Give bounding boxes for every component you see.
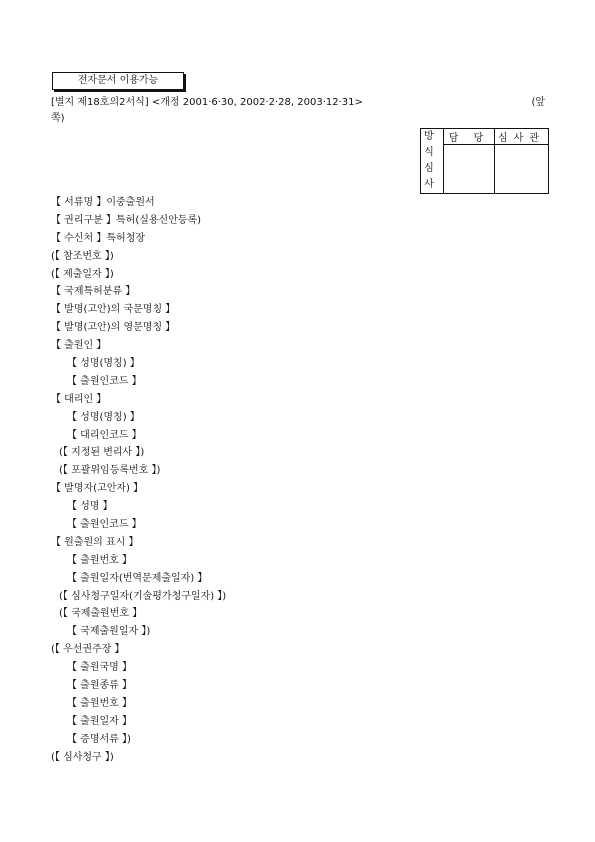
form-field: (【 심사청구일자(기술평가청구일자) 】) [59, 590, 227, 602]
form-field: 【 출원인코드 】 [67, 375, 142, 387]
form-field: 【 성명(명칭) 】 [67, 411, 140, 423]
form-field: 【 권리구분 】특허(실용신안등록) [51, 214, 202, 226]
form-field: 【 대리인 】 [51, 393, 107, 405]
form-field: 【 발명자(고안자) 】 [51, 483, 144, 495]
form-field: 【 출원국명 】 [67, 662, 132, 674]
form-field: (【 지정된 변리사 】) [59, 447, 145, 459]
form-field: 【 발명(고안)의 국문명칭 】 [51, 304, 176, 316]
form-field: 【 출원일자(번역문제출일자) 】 [67, 572, 208, 584]
form-field: 【 출원종류 】 [67, 680, 132, 692]
form-field: (【 우선권주장 】 [51, 644, 125, 656]
form-field: 【 출원번호 】 [67, 554, 132, 566]
review-header-examiner: 심사관 [495, 129, 549, 145]
page-side-label: (앞 [531, 97, 545, 108]
review-signature-examiner [495, 145, 549, 194]
form-field: (【 심사청구 】) [51, 751, 114, 763]
form-field: 【 출원인코드 】 [67, 519, 142, 531]
form-field: 【 국제출원일자 】) [67, 626, 151, 638]
form-field: 【 대리인코드 】 [67, 429, 142, 441]
form-field: (【 제출일자 】) [51, 268, 114, 280]
e-document-badge: 전자문서 이용가능 [52, 72, 184, 90]
form-field: 【 출원일자 】 [67, 715, 132, 727]
form-fields [51, 194, 226, 767]
form-field: 【 출원인 】 [51, 340, 107, 352]
form-field: 【 발명(고안)의 영문명칭 】 [51, 322, 176, 334]
form-field: 【 국제특허분류 】 [51, 286, 136, 298]
formality-review-box [420, 128, 549, 194]
review-signature-manager [444, 145, 495, 194]
form-field: (【 포괄위임등록번호 】) [59, 465, 161, 477]
form-field: 【 증명서류 】) [67, 733, 131, 745]
form-field: 【 원출원의 표시 】 [51, 536, 139, 548]
form-field: (【 참조번호 】) [51, 250, 114, 262]
form-field: 【 수신처 】특허청장 [51, 232, 145, 244]
review-header-manager: 담 당 [444, 129, 495, 145]
form-number-revision: [별지 제18호의2서식] <개정 2001·6·30, 2002·2·28, 2003·12·31> [51, 97, 363, 108]
form-field: 【 성명(명칭) 】 [67, 358, 140, 370]
form-field: 【 성명 】 [67, 501, 113, 513]
review-side-label: 방 식 심 사 [421, 129, 444, 194]
page-side-label-continued: 쪽) [51, 113, 65, 124]
form-field: 【 출원번호 】 [67, 697, 132, 709]
form-header [51, 95, 545, 111]
form-field: 【 서류명 】이중출원서 [51, 197, 155, 208]
form-field: (【 국제출원번호 】 [59, 608, 143, 620]
